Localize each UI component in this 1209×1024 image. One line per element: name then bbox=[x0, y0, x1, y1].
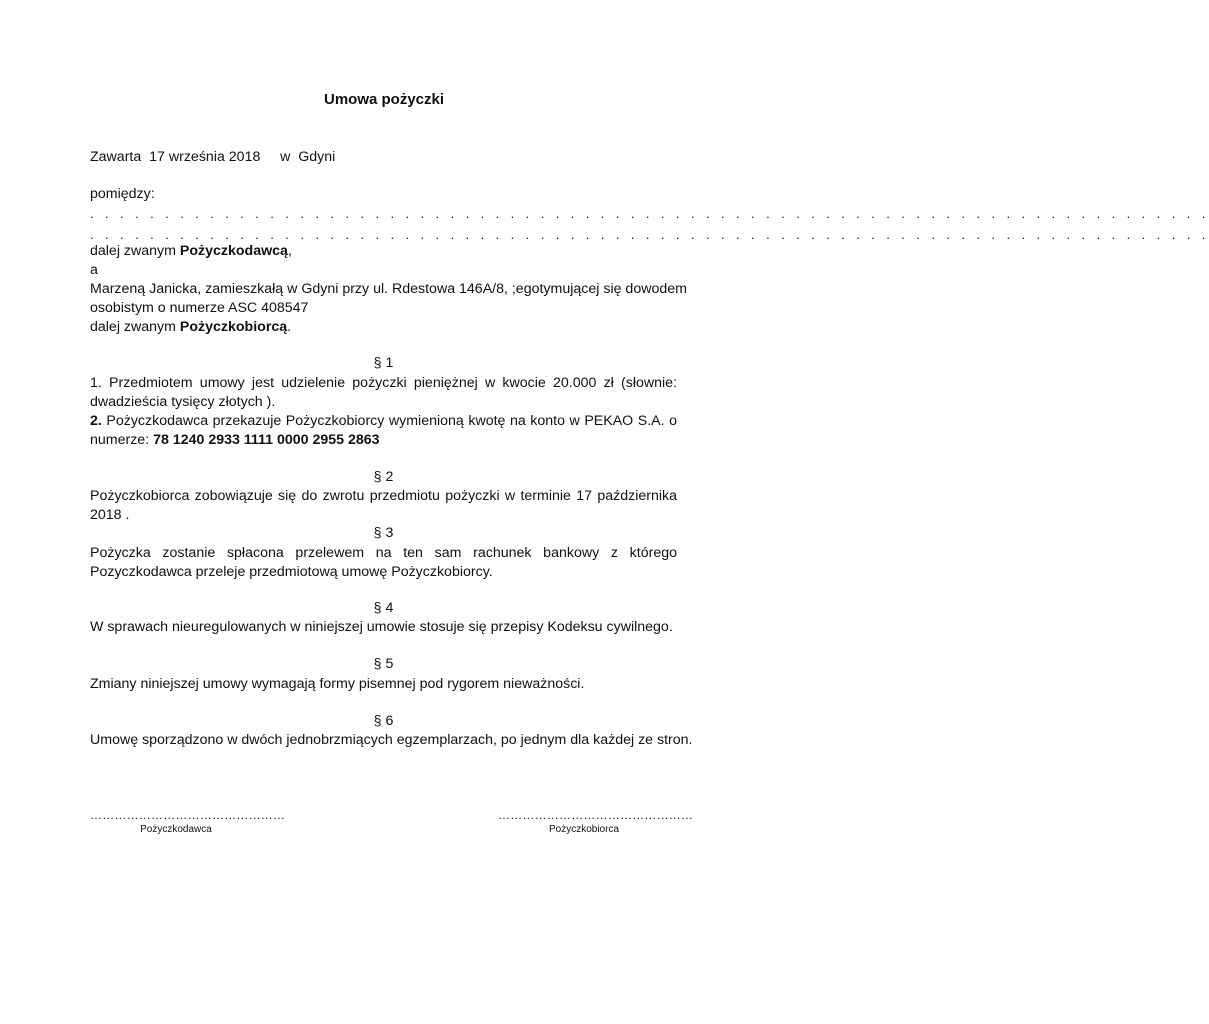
contract-date-line bbox=[90, 148, 677, 167]
lender-signature-line: ………………………………………… bbox=[90, 808, 286, 822]
dotted-fill-line: . . . . . . . . . . . . . . . . . . . . . . . . . . . . . . . . . . . . . . . . . . . . . . . . . . . . . . . . . . . . . . . . . . . . . . . . . . . bbox=[90, 227, 1209, 242]
borrower-term: Pożyczkobiorcą bbox=[179, 319, 288, 335]
section-4-heading: § 4 bbox=[373, 600, 394, 616]
section-1-point-1-line-1: 1. Przedmiotem umowy jest udzielenie pożyczki pieniężnej w kwocie 20.000 zł (słownie: bbox=[90, 375, 677, 391]
document-title: Umowa pożyczki bbox=[323, 91, 445, 108]
section-5-heading: § 5 bbox=[373, 656, 394, 672]
section-6-line-1: Umowę sporządzono w dwóch jednobrzmiących egzemplarzach, po jednym dla każdej ze stron. bbox=[90, 732, 693, 748]
contract-city: Gdyni bbox=[298, 149, 336, 165]
point-2-number: 2. bbox=[90, 413, 102, 429]
borrower-signature-line: ………………………………………… bbox=[498, 808, 694, 822]
borrower-prefix: dalej zwanym bbox=[90, 319, 176, 335]
dotted-fill-line: . . . . . . . . . . . . . . . . . . . . . . . . . . . . . . . . . . . . . . . . . . . . . . . . . . . . . . . . . . . . . . . . . . . . . . . . . . . bbox=[90, 206, 1209, 221]
section-4-line-1: W sprawach nieuregulowanych w niniejszej umowie stosuje się przepisy Kodeksu cywilnego. bbox=[90, 619, 673, 635]
section-2-line-2: 2018 . bbox=[90, 507, 130, 523]
contract-date: 17 września 2018 bbox=[149, 149, 261, 165]
section-2-heading: § 2 bbox=[373, 469, 394, 485]
w-label: w bbox=[280, 149, 291, 165]
point-2-text: Pożyczkodawca przekazuje Pożyczkobiorcy wymienioną kwotę na konto w PEKAO S.A. o bbox=[106, 413, 677, 429]
zawarta-label: Zawarta bbox=[90, 149, 142, 165]
lender-signature-label: Pożyczkodawca bbox=[140, 824, 212, 835]
account-prefix: numerze: bbox=[90, 432, 150, 448]
section-3-heading: § 3 bbox=[373, 525, 394, 541]
section-1-point-2-line-1 bbox=[90, 412, 677, 431]
section-3-line-1: Pożyczka zostanie spłacona przelewem na ten sam rachunek bankowy z którego bbox=[90, 545, 677, 561]
lender-prefix: dalej zwanym bbox=[90, 243, 176, 259]
pomiedzy-label: pomiędzy: bbox=[90, 186, 155, 202]
conjunction-a: a bbox=[90, 262, 98, 278]
lender-suffix: , bbox=[287, 243, 292, 259]
section-1-point-2-line-2 bbox=[90, 431, 677, 450]
borrower-suffix: . bbox=[287, 319, 292, 335]
lender-designation bbox=[90, 242, 677, 261]
borrower-designation bbox=[90, 318, 677, 337]
borrower-details-line-1: Marzeną Janicka, zamieszkałą w Gdyni przy ul. Rdestowa 146A/8, ;egotymującej się dowodem bbox=[90, 281, 687, 297]
section-5-line-1: Zmiany niniejszej umowy wymagają formy pisemnej pod rygorem nieważności. bbox=[90, 676, 585, 692]
section-3-line-2: Pozyczkodawca przeleje przedmiotową umowę Pożyczkobiorcy. bbox=[90, 564, 493, 580]
section-6-heading: § 6 bbox=[373, 713, 394, 729]
bank-account-number: 78 1240 2933 1111 0000 2955 2863 bbox=[153, 432, 380, 448]
borrower-signature-label: Pożyczkobiorca bbox=[548, 824, 620, 835]
borrower-details-line-2: osobistym o numerze ASC 408547 bbox=[90, 300, 309, 316]
section-1-heading: § 1 bbox=[373, 355, 394, 371]
section-2-line-1: Pożyczkobiorca zobowiązuje się do zwrotu przedmiotu pożyczki w terminie 17 października bbox=[90, 488, 677, 504]
lender-term: Pożyczkodawcą bbox=[179, 243, 288, 259]
section-1-point-1-line-2: dwadzieścia tysięcy złotych ). bbox=[90, 394, 276, 410]
